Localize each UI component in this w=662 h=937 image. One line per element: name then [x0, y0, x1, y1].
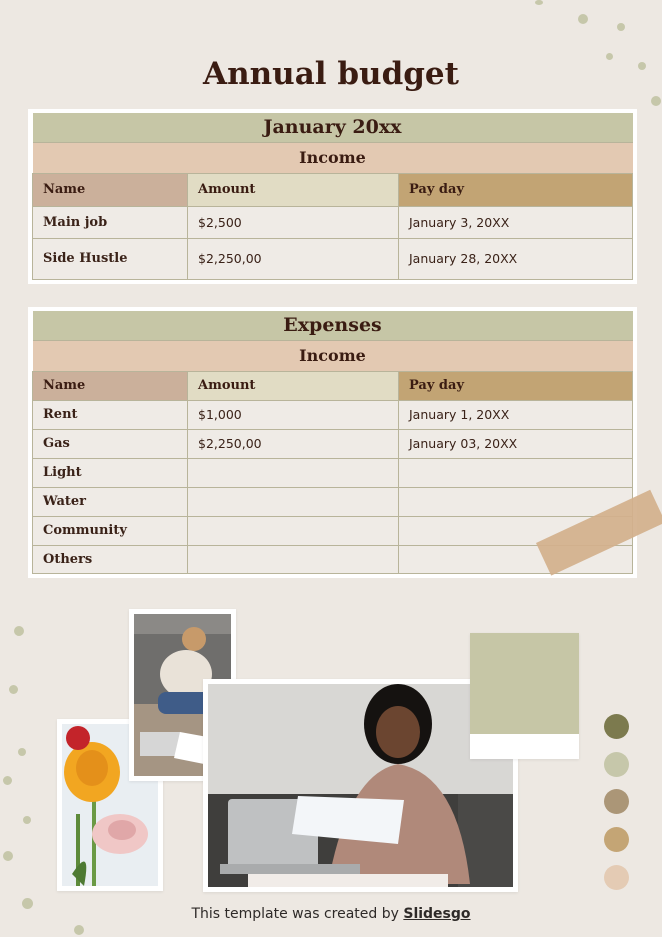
cell-name: Side Hustle [33, 238, 188, 279]
decor-dot [74, 925, 84, 935]
column-header-amount: Amount [188, 173, 399, 206]
cell-name: Gas [33, 429, 188, 458]
income-table [32, 113, 633, 280]
expenses-table [32, 311, 633, 574]
decor-dot [3, 776, 12, 785]
decor-dot [23, 816, 31, 824]
palette-swatch-peach [604, 865, 629, 890]
decor-dot [651, 96, 661, 106]
cell-name: Others [33, 545, 188, 573]
table-row [33, 400, 633, 429]
expenses-table-subheading: Income [33, 340, 633, 371]
palette-swatch-tan [604, 827, 629, 852]
cell-amount: $1,000 [188, 400, 399, 429]
expenses-table-card [28, 307, 637, 578]
column-header-amount: Amount [188, 371, 399, 400]
table-row [33, 429, 633, 458]
column-header-name: Name [33, 173, 188, 206]
decor-dot [9, 685, 18, 694]
footer-text: This template was created by [191, 906, 399, 922]
page-title: Annual budget [203, 56, 459, 92]
palette-swatch-olive [604, 714, 629, 739]
swatch-color-block [470, 633, 579, 734]
table-row [33, 458, 633, 487]
cell-payday: January 3, 20XX [399, 206, 633, 238]
expenses-table-heading: Expenses [33, 311, 633, 340]
table-row [33, 238, 633, 279]
decor-dot [14, 626, 24, 636]
cell-payday [399, 487, 633, 516]
cell-name: Main job [33, 206, 188, 238]
cell-payday [399, 458, 633, 487]
decor-dot [18, 748, 26, 756]
slidesgo-link[interactable]: Slidesgo [403, 906, 471, 922]
cell-name: Water [33, 487, 188, 516]
palette-swatch-sage [604, 752, 629, 777]
cell-payday: January 03, 20XX [399, 429, 633, 458]
cell-name: Community [33, 516, 188, 545]
cell-name: Light [33, 458, 188, 487]
decor-dot [617, 23, 625, 31]
table-row [33, 487, 633, 516]
income-table-heading: January 20xx [33, 113, 633, 142]
cell-payday: January 28, 20XX [399, 238, 633, 279]
cell-amount: $2,250,00 [188, 429, 399, 458]
swatch-card [470, 633, 579, 759]
column-header-name: Name [33, 371, 188, 400]
column-header-payday: Pay day [399, 371, 633, 400]
decor-dot [535, 0, 543, 5]
cell-name: Rent [33, 400, 188, 429]
cell-amount [188, 516, 399, 545]
woman-laptop-image [208, 684, 513, 887]
income-table-card [28, 109, 637, 284]
cell-payday: January 1, 20XX [399, 400, 633, 429]
footer [0, 906, 662, 922]
cell-amount: $2,500 [188, 206, 399, 238]
income-table-subheading: Income [33, 142, 633, 173]
cell-amount [188, 458, 399, 487]
cell-amount [188, 545, 399, 573]
cell-amount: $2,250,00 [188, 238, 399, 279]
decor-dot [3, 851, 13, 861]
palette-swatch-taupe [604, 789, 629, 814]
column-header-payday: Pay day [399, 173, 633, 206]
decor-dot [578, 14, 588, 24]
table-row [33, 206, 633, 238]
cell-amount [188, 487, 399, 516]
